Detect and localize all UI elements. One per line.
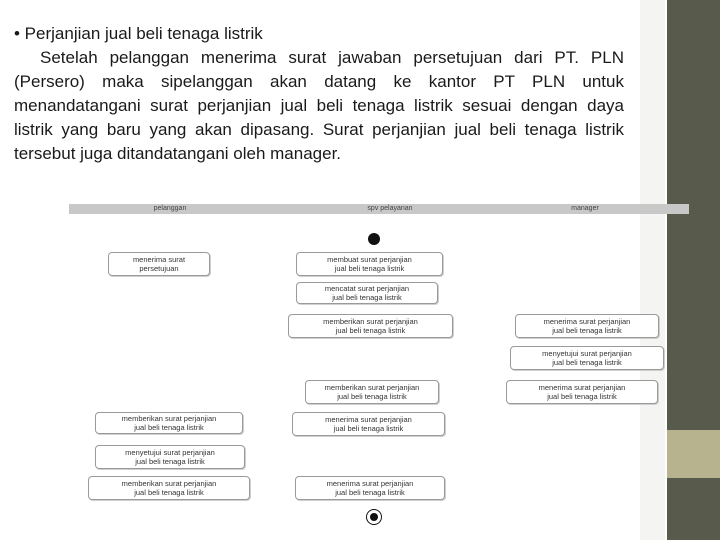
activity-node: menerima surat perjanjian jual beli tenaga listrik <box>295 476 445 500</box>
activity-node: memberikan surat perjanjian jual beli tenaga listrik <box>95 412 243 434</box>
activity-diagram <box>65 204 690 540</box>
activity-node: memberikan surat perjanjian jual beli tenaga listrik <box>288 314 453 338</box>
lane-label-pelanggan: pelanggan <box>153 205 187 212</box>
activity-node: memberikan surat perjanjian jual beli tenaga listrik <box>88 476 250 500</box>
activity-node: memberikan surat perjanjian jual beli tenaga listrik <box>305 380 439 404</box>
slide-paragraph: Setelah pelanggan menerima surat jawaban persetujuan dari PT. PLN (Persero) maka sipelanggan akan datang ke kantor PT PLN untuk menandatangani surat perjanjian jual beli tenaga listrik sesuai dengan daya listrik yang baru yang akan dipasang. Surat perjanjian jual beli tenaga listrik tersebut juga ditandatangani oleh manager. <box>14 48 624 163</box>
lane-label-manager: manager <box>571 205 599 212</box>
slide-text <box>14 22 624 166</box>
slide-heading: • Perjanjian jual beli tenaga listrik <box>14 24 263 43</box>
activity-node: menerima surat perjanjian jual beli tenaga listrik <box>515 314 659 338</box>
lane-label-spv-pelayanan: spv pelayanan <box>367 205 413 212</box>
activity-node: menyetujui surat perjanjian jual beli tenaga listrik <box>95 445 245 469</box>
activity-node: menerima surat persetujuan <box>108 252 210 276</box>
activity-node: menyetujui surat perjanjian jual beli tenaga listrik <box>510 346 664 370</box>
activity-node: menerima surat perjanjian jual beli tenaga listrik <box>506 380 658 404</box>
activity-node: mencatat surat perjanjian jual beli tenaga listrik <box>296 282 438 304</box>
activity-node: membuat surat perjanjian jual beli tenaga listrik <box>296 252 443 276</box>
start-node <box>368 233 380 245</box>
activity-node: menerima surat perjanjian jual beli tenaga listrik <box>292 412 445 436</box>
end-node <box>366 509 382 525</box>
